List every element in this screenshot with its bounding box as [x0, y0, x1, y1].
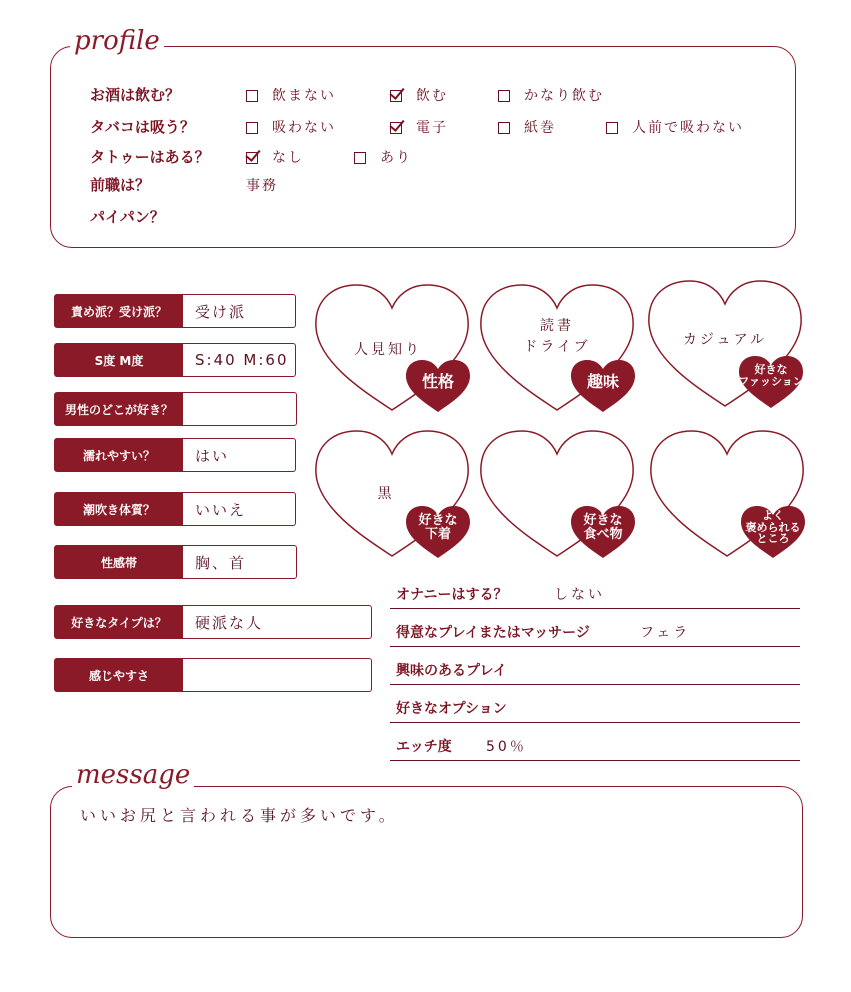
checked-checkbox-icon[interactable]	[246, 152, 258, 164]
field-value: 受け派	[195, 302, 247, 321]
profile-question: タバコは吸う？	[90, 118, 195, 136]
field-label: 感じやすさ	[55, 659, 183, 691]
profile-option-label: 飲まない	[272, 88, 336, 104]
checkbox-icon[interactable]	[606, 122, 618, 134]
field-label: S度 M度	[55, 344, 183, 376]
field-label: 濡れやすい？	[55, 439, 183, 471]
question-line	[390, 650, 800, 685]
checked-checkbox-icon[interactable]	[390, 90, 402, 102]
profile-option-label: 電子	[416, 120, 448, 136]
field-value: 硬派な人	[195, 613, 264, 632]
field-label: 好きなタイプは？	[55, 606, 183, 638]
profile-title: profile	[70, 26, 164, 56]
heart-answer: 黒	[377, 486, 395, 502]
profile-option-label: 吸わない	[272, 120, 336, 136]
checkbox-icon[interactable]	[498, 90, 510, 102]
profile-question: お酒は飲む？	[90, 86, 181, 104]
question-label: 興味のあるプレイ	[396, 663, 507, 679]
field-label: 性感帯	[55, 546, 183, 578]
message-text: いいお尻と言われる事が多いです。	[80, 806, 399, 825]
profile-field	[54, 492, 296, 526]
heart-category-badge: 性格	[421, 372, 454, 391]
checkbox-icon[interactable]	[246, 90, 258, 102]
profile-question: 前職は？	[90, 176, 151, 194]
heart-category-badge: よく 褒められる ところ	[745, 509, 801, 546]
field-value: いいえ	[195, 500, 247, 519]
profile-option[interactable]	[246, 147, 304, 167]
heart-answer: 人見知り	[354, 342, 422, 358]
profile-option[interactable]	[246, 117, 336, 137]
profile-option-label: かなり飲む	[524, 88, 604, 104]
checked-checkbox-icon[interactable]	[390, 122, 402, 134]
profile-question: パイパン？	[90, 208, 165, 226]
profile-field	[54, 605, 372, 639]
profile-option[interactable]	[246, 85, 336, 105]
field-label: 潮吹き体質？	[55, 493, 183, 525]
field-value: はい	[195, 446, 230, 465]
question-line	[390, 726, 800, 761]
profile-field	[54, 294, 296, 328]
heart-answer: カジュアル	[682, 332, 768, 348]
heart-category-badge: 好きな 食べ物	[583, 513, 623, 542]
profile-option[interactable]	[498, 117, 556, 137]
profile-answer: 事務	[246, 178, 278, 194]
question-line	[390, 688, 800, 723]
profile-option-label: 飲む	[416, 88, 448, 104]
question-line	[390, 612, 800, 647]
message-title: message	[72, 760, 194, 790]
question-answer: フェラ	[640, 625, 691, 641]
heart-answer: 読書 ドライブ	[523, 318, 591, 355]
field-label: 男性のどこが好き？	[55, 393, 183, 425]
profile-option[interactable]	[390, 85, 448, 105]
profile-question: タトゥーはある？	[90, 148, 210, 166]
field-value: 胸、首	[195, 553, 247, 572]
question-answer: しない	[554, 587, 605, 603]
heart-shape	[478, 428, 646, 568]
heart-category-badge: 好きな 下着	[418, 513, 458, 542]
field-label: 責め派？受け派？	[55, 295, 183, 327]
profile-option-label: あり	[380, 150, 412, 166]
question-label: オナニーはする？	[396, 587, 508, 603]
checkbox-icon[interactable]	[354, 152, 366, 164]
profile-field	[54, 392, 297, 426]
profile-option[interactable]	[390, 117, 448, 137]
heart-category-badge: 趣味	[586, 372, 619, 391]
profile-option[interactable]	[498, 85, 604, 105]
profile-field	[54, 343, 296, 377]
profile-option-label: 紙巻	[524, 120, 556, 136]
profile-option[interactable]	[354, 147, 412, 167]
heart-shape	[648, 428, 816, 568]
field-value: S:40 M:60	[195, 351, 289, 369]
checkbox-icon[interactable]	[498, 122, 510, 134]
question-line	[390, 574, 800, 609]
profile-field	[54, 658, 372, 692]
profile-field	[54, 545, 297, 579]
profile-option-label: なし	[272, 150, 304, 166]
profile-option[interactable]	[606, 117, 744, 137]
question-answer: 50％	[486, 739, 527, 755]
heart-category-badge: 好きな ファッション	[738, 363, 804, 388]
profile-field	[54, 438, 296, 472]
question-label: エッチ度	[396, 739, 452, 755]
profile-option-label: 人前で吸わない	[632, 120, 744, 136]
question-label: 好きなオプション	[396, 701, 507, 717]
checkbox-icon[interactable]	[246, 122, 258, 134]
question-label: 得意なプレイまたはマッサージ	[396, 625, 590, 641]
